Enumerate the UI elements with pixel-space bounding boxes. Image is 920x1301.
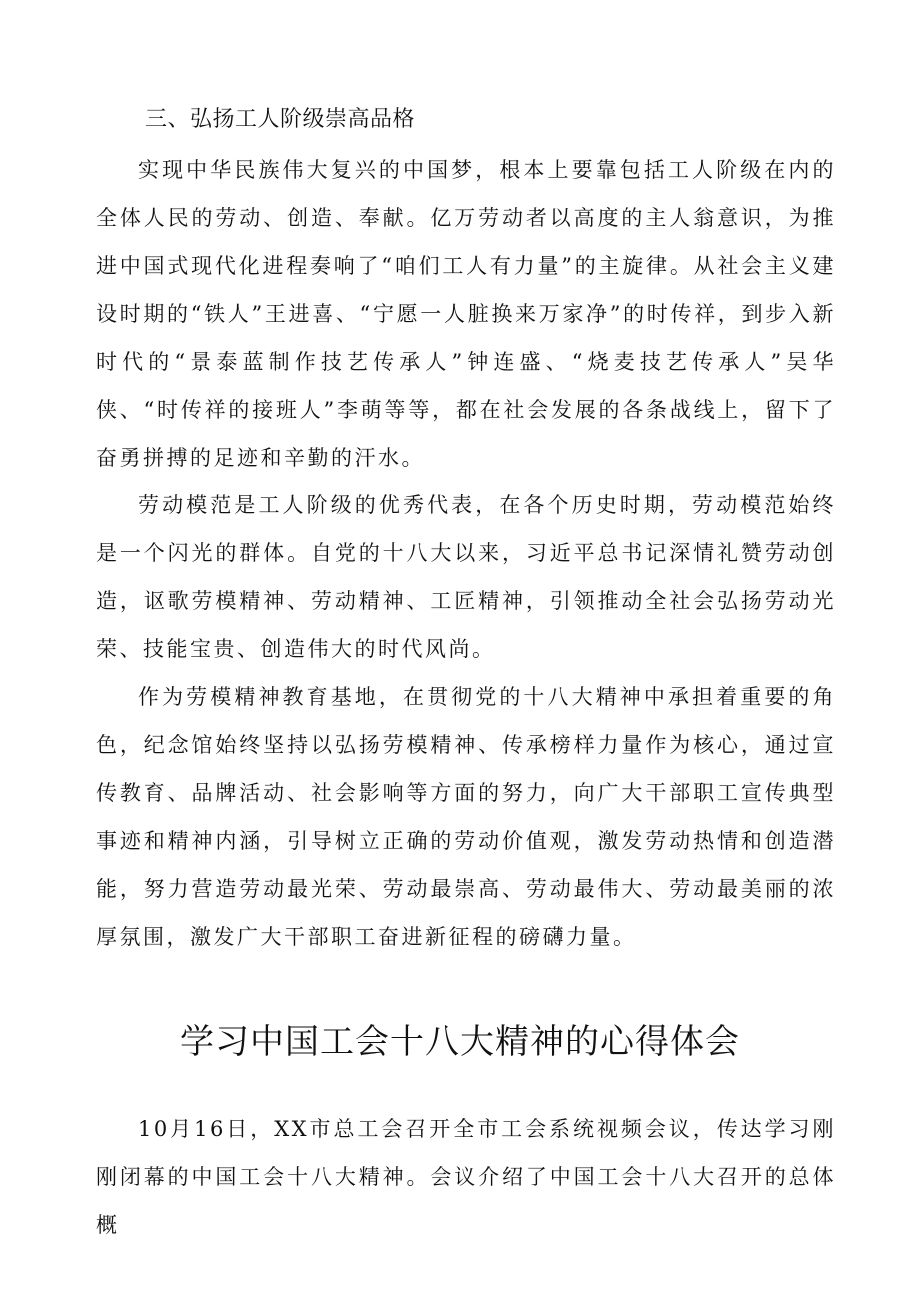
article-title: 学习中国工会十八大精神的心得体会 [180,1022,740,1062]
body-paragraph: 劳动模范是工人阶级的优秀代表，在各个历史时期，劳动模范始终是一个闪光的群体。自党的十八大以来，习近平总书记深情礼赞劳动创造，讴歌劳模精神、劳动精神、工匠精神，引领推动全社会弘扬劳动光荣、技能宝贵、创造伟大的时代风尚。 [96,493,836,661]
body-paragraph: 实现中华民族伟大复兴的中国梦，根本上要靠包括工人阶级在内的全体人民的劳动、创造、奉献。亿万劳动者以高度的主人翁意识，为推进中国式现代化进程奏响了“咱们工人有力量”的主旋律。从社会主义建设时期的“铁人”王进喜、“宁愿一人脏换来万家净”的时传祥，到步入新时代的“景泰蓝制作技艺传承人”钟连盛、“烧麦技艺传承人”吴华侠、“时传祥的接班人”李萌等等，都在社会发展的各条战线上，留下了奋勇拼搏的足迹和辛勤的汗水。 [96,158,836,470]
body-paragraph: 10月16日，XX市总工会召开全市工会系统视频会议，传达学习刚刚闭幕的中国工会十八大精神。会议介绍了中国工会十八大召开的总体概 [96,1117,836,1237]
section-heading: 三、弘扬工人阶级崇高品格 [145,107,416,132]
body-paragraph: 作为劳模精神教育基地，在贯彻党的十八大精神中承担着重要的角色，纪念馆始终坚持以弘扬劳模精神、传承榜样力量作为核心，通过宣传教育、品牌活动、社会影响等方面的努力，向广大干部职工宣传典型事迹和精神内涵，引导树立正确的劳动价值观，激发劳动热情和创造潜能，努力营造劳动最光荣、劳动最崇高、劳动最伟大、劳动最美丽的浓厚氛围，激发广大干部职工奋进新征程的磅礴力量。 [96,685,836,949]
